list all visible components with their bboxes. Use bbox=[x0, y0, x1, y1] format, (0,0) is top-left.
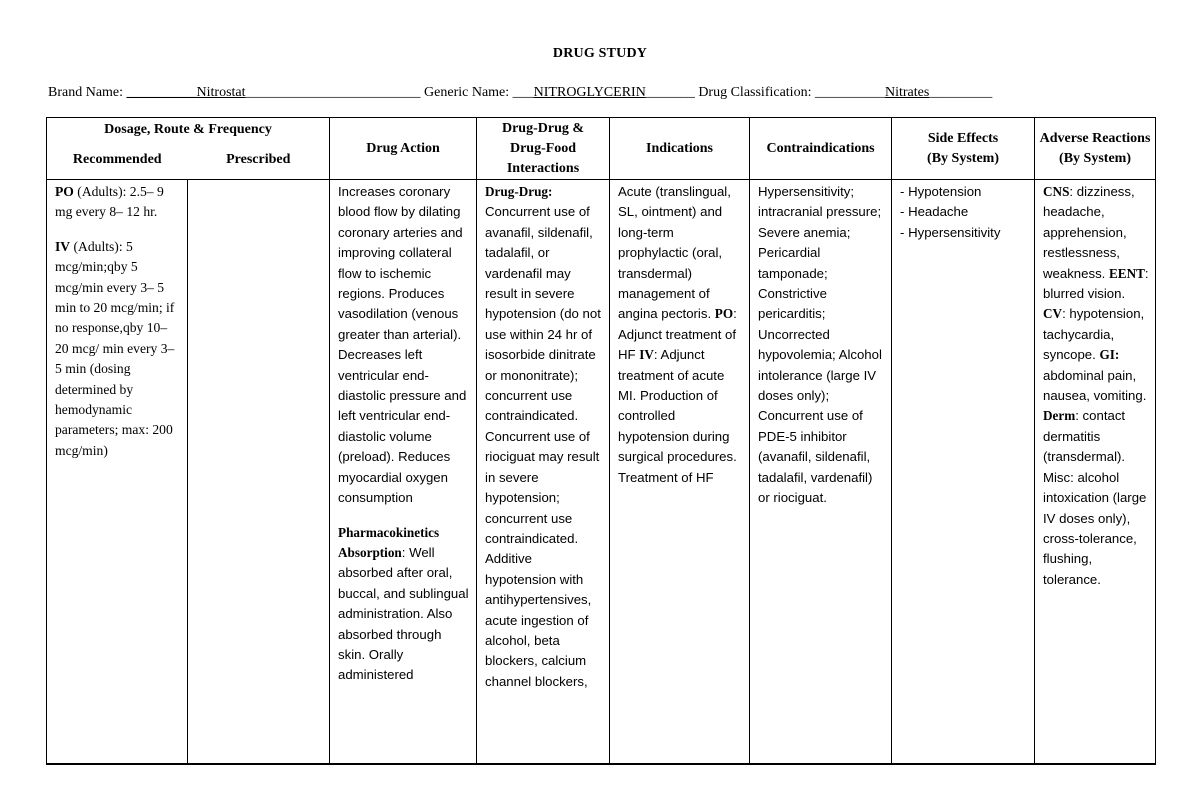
derm-label: Derm bbox=[1043, 408, 1076, 424]
drug-action-text: Increases coronary blood flow by dilating coronary arteries and improving collateral flow to ischemic regions. Produces vasodilation (venous greater than arterial). Decreases left ventricular end-diastolic pressure and left ventricular end-diastolic volume (preload). Reduces myocardial oxygen consumption bbox=[338, 184, 467, 506]
gi-text: abdominal pain, nausea, vomiting. bbox=[1043, 367, 1147, 404]
eent-text: : blurred vision. bbox=[1043, 265, 1149, 302]
iv-dosage-text: (Adults): 5 mcg/min;qby 5 mcg/min every 3– 5 min to 20 mcg/min; if no response,qby 10– 20 mcg/ min every 3– 5 min (dosing determined by hemodynamic parameters; max: 200 mcg/min) bbox=[55, 238, 175, 458]
drug-classification-value: Nitrates bbox=[884, 85, 930, 100]
generic-name-label: Generic Name: ___ bbox=[420, 85, 534, 100]
interactions-header-line-1: Drug-Drug & bbox=[501, 120, 585, 136]
indications-header: Indications bbox=[610, 118, 750, 180]
cns-text: : dizziness, headache, apprehension, restlessness, weakness. bbox=[1043, 184, 1135, 281]
adverse-reactions-cell bbox=[1035, 180, 1156, 765]
side-effect-item: - Hypotension bbox=[900, 184, 982, 199]
drug-action-header: Drug Action bbox=[330, 118, 477, 180]
absorption-text: : Well absorbed after oral, buccal, and sublingual administration. Also absorbed through skin. Orally administered bbox=[338, 544, 469, 683]
generic-name-fill: _______ bbox=[645, 85, 695, 100]
indications-iv-label: IV bbox=[639, 347, 654, 363]
adverse-reactions-header bbox=[1035, 118, 1156, 180]
interactions-header bbox=[477, 118, 610, 180]
gi-label: GI: bbox=[1099, 347, 1120, 363]
cns-label: CNS bbox=[1043, 184, 1070, 199]
adverse-reactions-header-line-2: (By System) bbox=[1059, 150, 1131, 166]
brand-name-label: Brand Name: bbox=[48, 85, 127, 100]
page-title: DRUG STUDY bbox=[552, 46, 648, 61]
interactions-cell bbox=[477, 180, 610, 765]
brand-name-fill: _________________________ bbox=[245, 85, 421, 100]
indications-text: Acute (translingual, SL, ointment) and long-term prophylactic (oral, transdermal) management of angina pectoris. bbox=[618, 184, 731, 322]
generic-name-value: NITROGLYCERIN bbox=[533, 85, 646, 100]
dosage-route-frequency-header: Dosage, Route & Frequency bbox=[47, 118, 330, 142]
drug-classification-label: Drug Classification: __________ bbox=[694, 85, 885, 100]
iv-route-label: IV bbox=[55, 238, 71, 254]
drug-study-table bbox=[46, 117, 1156, 765]
side-effects-header-line-2: (By System) bbox=[927, 150, 999, 166]
contraindications-text: Hypersensitivity; intracranial pressure; Severe anemia; Pericardial tamponade; Constrictive pericarditis; Uncorrected hypovolemia; Alcohol intolerance (large IV doses only); Concurrent use of PDE-5 inhibitor (avanafil, sildenafil, tadalafil, vardenafil) or riociguat. bbox=[758, 184, 882, 506]
recommended-cell bbox=[47, 180, 188, 765]
indications-iv-text: : Adjunct treatment of acute MI. Production of controlled hypotension during surgical procedures. Treatment of HF bbox=[618, 347, 737, 485]
indications-cell bbox=[610, 180, 750, 765]
side-effect-item: - Headache bbox=[900, 204, 969, 220]
side-effects-header bbox=[892, 118, 1035, 180]
brand-name-blank: __________ bbox=[126, 85, 197, 100]
prescribed-cell bbox=[188, 180, 330, 765]
prescribed-header: Prescribed bbox=[188, 141, 330, 180]
contraindications-header: Contraindications bbox=[750, 118, 892, 180]
brand-name-value: Nitrostat bbox=[196, 85, 246, 100]
adverse-reactions-header-line-1: Adverse Reactions bbox=[1039, 130, 1151, 146]
absorption-label: Absorption bbox=[338, 544, 402, 560]
indications-po-label: PO bbox=[714, 306, 734, 322]
cv-text: : hypotension, tachycardia, syncope. bbox=[1043, 306, 1145, 363]
derm-text: : contact dermatitis (transdermal). Misc: alcohol intoxication (large IV doses only), cross-tolerance, flushing, tolerance. bbox=[1043, 408, 1147, 587]
contraindications-cell bbox=[750, 180, 892, 765]
side-effects-cell bbox=[892, 180, 1035, 765]
pharmacokinetics-heading: Pharmacokinetics bbox=[338, 524, 440, 540]
drug-drug-label: Drug-Drug: bbox=[485, 184, 553, 199]
po-dosage-text: (Adults): 2.5– 9 mg every 8– 12 hr. bbox=[55, 184, 164, 220]
recommended-header: Recommended bbox=[47, 141, 188, 180]
side-effects-header-line-1: Side Effects bbox=[927, 130, 999, 146]
interactions-text: Concurrent use of avanafil, sildenafil, tadalafil, or vardenafil may result in severe hypotension (do not use within 24 hr of isosorbide dinitrate or mononitrate); concurrent use contraindicated. Concurrent use of riociguat may result in severe hypotension; concurrent use contraindicated. Additive hypotension with antihypertensives, acute ingestion of alcohol, beta blockers, calcium channel blockers, bbox=[485, 204, 601, 689]
po-route-label: PO bbox=[55, 184, 74, 199]
drug-classification-fill: _________ bbox=[929, 85, 993, 100]
cv-label: CV bbox=[1043, 306, 1063, 322]
side-effect-item: - Hypersensitivity bbox=[900, 224, 1001, 240]
interactions-header-line-2: Drug-Food bbox=[509, 140, 577, 156]
indications-po-text: : Adjunct treatment of HF bbox=[618, 306, 737, 363]
drug-header-line bbox=[48, 85, 992, 101]
eent-label: EENT bbox=[1109, 265, 1145, 281]
interactions-header-line-3: Interactions bbox=[506, 160, 580, 176]
drug-action-cell bbox=[330, 180, 477, 765]
prescribed-text bbox=[188, 180, 329, 182]
